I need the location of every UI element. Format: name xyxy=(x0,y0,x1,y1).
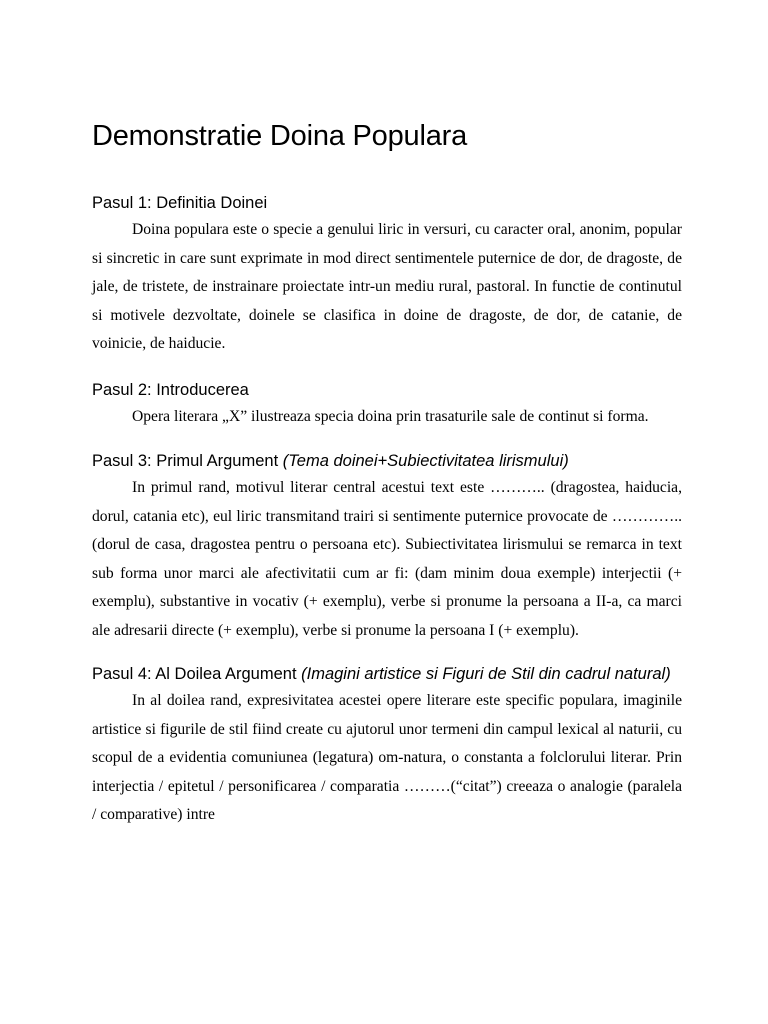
step-2-heading-text: Pasul 2: Introducerea xyxy=(92,380,249,399)
step-3-body: In primul rand, motivul literar central acestui text este ……….. (dragostea, haiducia, dorul, catania etc), eul liric transmitand trairi si sentimente puternice provocate de ………….. (dorul de casa, dragostea pentru o persoana etc). Subiectivitatea lirismului se remarca in text sub forma unor marci ale afectivitatii cum ar fi: (dam minim doua exemple) interjectii (+ exemplu), substantive in vocativ (+ exemplu), verbe si pronume la persoana a II-a, ca marci ale adresarii directe (+ exemplu), verbe si pronume la persoana I (+ exemplu). xyxy=(92,479,682,639)
step-1-heading-text: Pasul 1: Definitia Doinei xyxy=(92,194,268,212)
step-2-heading xyxy=(92,377,682,403)
document-page xyxy=(92,112,682,850)
step-2-body: Opera literara „X” ilustreaza specia doina prin trasaturile sale de continut si forma. xyxy=(132,407,649,425)
document-title: Demonstratie Doina Populara xyxy=(92,120,468,152)
step-1-body: Doina populara este o specie a genului liric in versuri, cu caracter oral, anonim, popular si sincretic in care sunt exprimate in mod direct sentimentele puternice de dor, de dragoste, de jale, de tristete, de instrainare proiectate intr-un mediu rural, pastoral. In functie de continutul si motivele dezvoltate, doinele se clasifica in doine de dragoste, de dor, de catanie, de voinicie, de haiducie. xyxy=(92,221,682,352)
step-3-heading-text: Pasul 3: Primul Argument xyxy=(92,452,283,470)
step-3-heading xyxy=(92,448,682,474)
step-4-heading xyxy=(92,661,682,687)
step-4-heading-italic: (Imagini artistice si Figuri de Stil din cadrul natural) xyxy=(301,665,671,683)
step-1-section xyxy=(92,190,682,359)
step-3-heading-italic: (Tema doinei+Subiectivitatea lirismului) xyxy=(282,452,569,470)
step-3-section xyxy=(92,448,682,645)
step-4-section xyxy=(92,661,682,830)
step-2-section xyxy=(92,377,682,432)
step-4-heading-text: Pasul 4: Al Doilea Argument xyxy=(92,665,302,683)
step-4-body: In al doilea rand, expresivitatea acestei opere literare este specific populara, imaginile artistice si figurile de stil fiind create cu ajutorul unor termeni din campul lexical al naturii, cu scopul de a evidentia comuniunea (legatura) om-natura, o constanta a folclorului literar. Prin interjectia / epitetul / personificarea / comparatia ………(“citat”) creeaza o analogie (paralela / comparative) intre xyxy=(92,692,682,823)
step-1-heading xyxy=(92,190,682,216)
